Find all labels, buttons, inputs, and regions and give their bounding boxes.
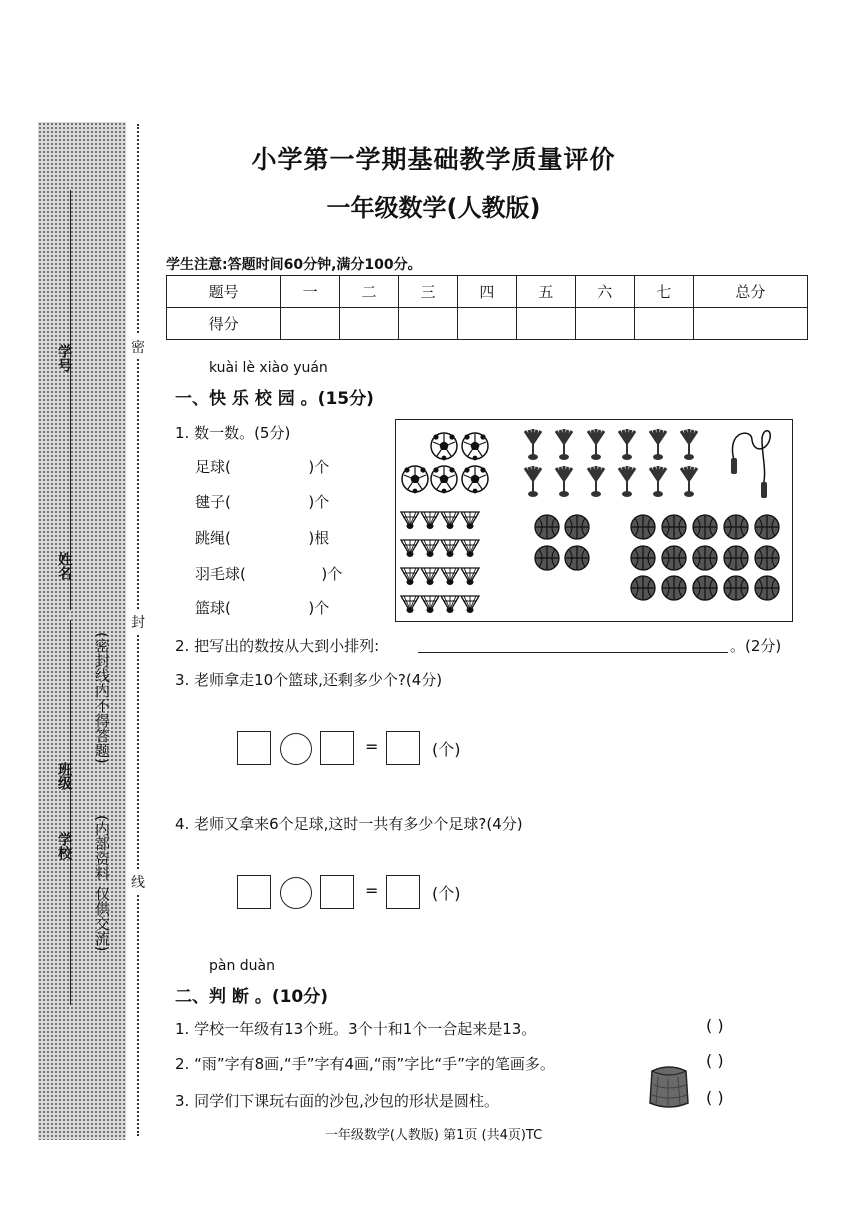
basketball-icon: [631, 546, 655, 570]
binding-margin: [38, 122, 126, 1140]
basketball-icon: [631, 576, 655, 600]
basketball-icon: [565, 546, 589, 570]
jianzi-icon: [525, 429, 541, 460]
name-line-2: [70, 620, 71, 1005]
q3-box-1[interactable]: [237, 731, 271, 765]
shuttlecock-icon: [421, 596, 439, 613]
basketball-icon: [724, 515, 748, 539]
judge-item-1: 1. 学校一年级有13个班。3个十和1个一合起来是13。: [175, 1020, 537, 1038]
score-cell: 三: [399, 276, 458, 308]
score-cell: 题号: [167, 276, 281, 308]
basketball-icon: [693, 515, 717, 539]
score-input-cell[interactable]: [516, 308, 575, 340]
jump-rope-icon: [731, 431, 770, 498]
sandbag-icon: [646, 1063, 692, 1111]
soccer-ball-icon: [431, 433, 457, 460]
basketball-icon: [755, 546, 779, 570]
score-input-cell[interactable]: [399, 308, 458, 340]
label-school: 学校: [56, 832, 72, 860]
item-unit: )个: [321, 565, 343, 583]
q4-answer-box[interactable]: [386, 875, 420, 909]
page-subtitle: 一年级数学(人教版): [326, 194, 541, 222]
student-notice: 学生注意:答题时间60分钟,满分100分。: [166, 257, 422, 273]
note-internal: (内部资料 仅供交流): [93, 815, 111, 952]
basketball-icon: [535, 546, 559, 570]
shuttlecock-icon: [441, 540, 459, 557]
judge-item-3: 3. 同学们下课玩右面的沙包,沙包的形状是圆柱。: [175, 1092, 499, 1110]
score-cell: 总分: [693, 276, 807, 308]
q2-score: 。(2分): [730, 637, 782, 655]
shuttlecock-icon: [441, 568, 459, 585]
jianzi-icon: [650, 429, 666, 460]
score-input-cell[interactable]: [457, 308, 516, 340]
judge-answer-2[interactable]: ( ): [706, 1051, 724, 1070]
soccer-ball-icon: [402, 466, 428, 493]
basketball-icon: [535, 515, 559, 539]
basketball-icon: [755, 576, 779, 600]
shuttlecock-icon: [461, 568, 479, 585]
q4-text: 4. 老师又拿来6个足球,这时一共有多少个足球?(4分): [175, 815, 523, 833]
basketball-icon: [724, 576, 748, 600]
basketball-icon: [662, 576, 686, 600]
judge-answer-3[interactable]: ( ): [706, 1088, 724, 1107]
score-input-cell[interactable]: [634, 308, 693, 340]
section1-pinyin: kuài lè xiào yuán: [209, 360, 328, 376]
basketball-icon: [724, 546, 748, 570]
score-input-cell[interactable]: [281, 308, 340, 340]
shuttlecock-icon: [401, 540, 419, 557]
basketball-icon: [662, 515, 686, 539]
counting-picture-svg: [396, 420, 792, 621]
item-name: 篮球(: [195, 599, 231, 617]
soccer-ball-icon: [431, 466, 457, 493]
item-name: 羽毛球(: [195, 565, 246, 583]
q4-operator-circle[interactable]: [280, 877, 312, 909]
score-cell: 六: [575, 276, 634, 308]
q3-operator-circle[interactable]: [280, 733, 312, 765]
jianzi-icon: [650, 466, 666, 497]
score-input-cell[interactable]: [575, 308, 634, 340]
q3-equals: =: [365, 737, 379, 756]
score-cell: 二: [340, 276, 399, 308]
judge-item-2: 2. “雨”字有8画,“手”字有4画,“雨”字比“手”字的笔画多。: [175, 1055, 555, 1073]
basketball-icon: [662, 546, 686, 570]
item-name: 毽子(: [195, 493, 231, 511]
jianzi-icon: [619, 429, 635, 460]
shuttlecock-icon: [461, 512, 479, 529]
score-table-header-row: [167, 276, 808, 308]
jianzi-icon: [681, 429, 697, 460]
shuttlecock-icon: [401, 596, 419, 613]
counting-picture: [395, 419, 793, 622]
basketball-icon: [755, 515, 779, 539]
name-line-1: [70, 190, 71, 610]
shuttlecock-icon: [421, 512, 439, 529]
item-unit: )根: [308, 529, 330, 547]
q4-equals: =: [365, 881, 379, 900]
q3-unit: (个): [432, 740, 461, 759]
shuttlecock-icon: [441, 596, 459, 613]
q2-answer-line[interactable]: [418, 652, 728, 653]
count-item-badminton: [195, 563, 385, 584]
shuttlecock-icon: [401, 568, 419, 585]
score-row-label: 得分: [167, 308, 281, 340]
judge-answer-1[interactable]: ( ): [706, 1016, 724, 1035]
item-unit: )个: [308, 599, 330, 617]
shuttlecock-icon: [461, 540, 479, 557]
score-cell: 七: [634, 276, 693, 308]
basketball-icon: [693, 576, 717, 600]
item-unit: )个: [308, 458, 330, 476]
score-table: [166, 275, 808, 340]
note-no-answer: (密封线内不得答题): [93, 632, 111, 764]
q4-unit: (个): [432, 884, 461, 903]
page-footer: 一年级数学(人教版) 第1页 (共4页)TC: [324, 1128, 543, 1143]
jianzi-icon: [588, 466, 604, 497]
jianzi-icon: [556, 466, 572, 497]
shuttlecock-icon: [401, 512, 419, 529]
page-title: 小学第一学期基础教学质量评价: [251, 145, 616, 174]
item-name: 足球(: [195, 458, 231, 476]
jianzi-icon: [525, 466, 541, 497]
item-unit: )个: [308, 493, 330, 511]
score-input-cell[interactable]: [693, 308, 807, 340]
soccer-ball-icon: [462, 466, 488, 493]
q3-box-2[interactable]: [320, 731, 354, 765]
seal-word-feng: 封: [131, 610, 145, 634]
score-cell: 四: [457, 276, 516, 308]
soccer-ball-icon: [462, 433, 488, 460]
seal-word-xian: 线: [131, 870, 145, 894]
q3-text: 3. 老师拿走10个篮球,还剩多少个?(4分): [175, 671, 443, 689]
score-input-cell[interactable]: [340, 308, 399, 340]
jianzi-icon: [619, 466, 635, 497]
q4-box-2[interactable]: [320, 875, 354, 909]
jianzi-icon: [556, 429, 572, 460]
score-table-score-row: [167, 308, 808, 340]
jianzi-icon: [681, 466, 697, 497]
shuttlecock-icon: [421, 568, 439, 585]
label-class: 班级: [56, 762, 72, 790]
score-cell: 一: [281, 276, 340, 308]
q1-text: 1. 数一数。(5分): [175, 424, 291, 442]
count-item-rope: [195, 527, 385, 548]
score-cell: 五: [516, 276, 575, 308]
item-name: 跳绳(: [195, 529, 231, 547]
q3-answer-box[interactable]: [386, 731, 420, 765]
section1-heading: 一、快 乐 校 园 。(15分): [175, 389, 374, 409]
section2-heading: 二、判 断 。(10分): [175, 987, 329, 1007]
q2-text: 2. 把写出的数按从大到小排列:: [175, 637, 380, 655]
label-student-id: 学号: [56, 344, 72, 372]
section2-pinyin: pàn duàn: [209, 958, 276, 974]
basketball-icon: [631, 515, 655, 539]
basketball-icon: [693, 546, 717, 570]
shuttlecock-icon: [421, 540, 439, 557]
count-item-jianzi: [195, 491, 385, 512]
shuttlecock-icon: [461, 596, 479, 613]
seal-word-mi: 密: [131, 335, 145, 359]
count-item-soccer: [195, 456, 385, 477]
count-item-basketball: [195, 597, 385, 618]
basketball-icon: [565, 515, 589, 539]
jianzi-icon: [588, 429, 604, 460]
shuttlecock-icon: [441, 512, 459, 529]
label-name: 姓名: [56, 552, 72, 580]
q4-box-1[interactable]: [237, 875, 271, 909]
